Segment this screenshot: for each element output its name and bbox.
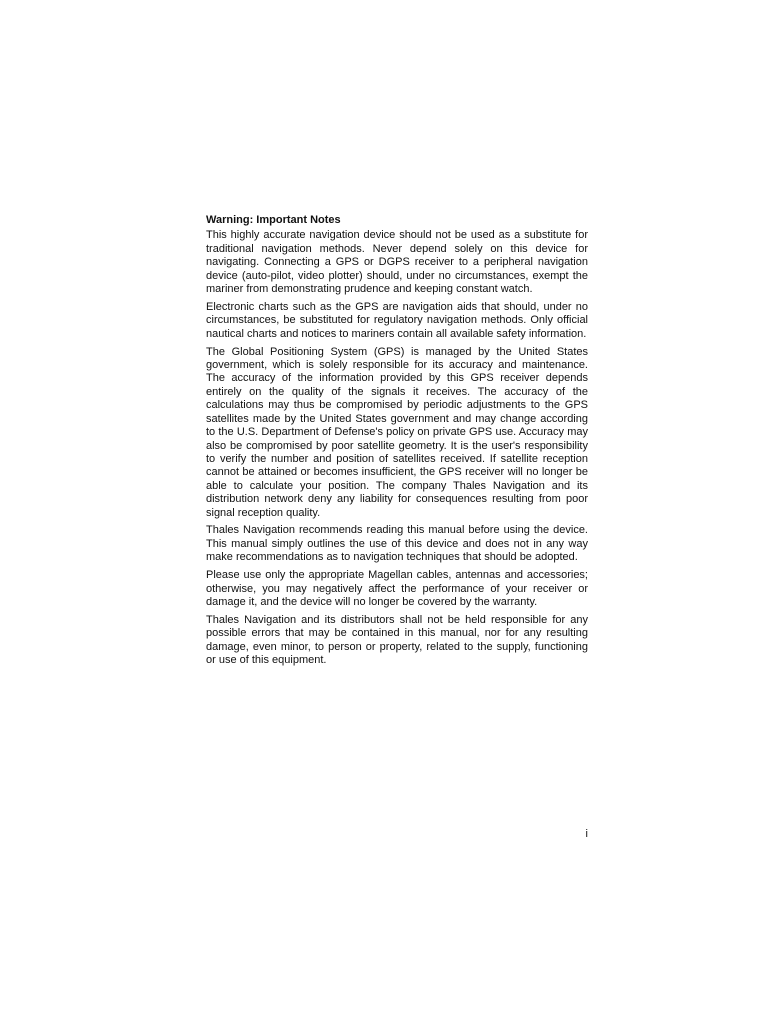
- page-number: i: [585, 828, 588, 840]
- paragraph-electronic-charts: Electronic charts such as the GPS are navigation aids that should, under no circumstances, be substituted for regulatory navigation methods. Only official nautical charts and notices to mariners contain all available safety information.: [206, 300, 588, 340]
- paragraph-read-manual: Thales Navigation recommends reading this manual before using the device. This manual simply outlines the use of this device and does not in any way make recommendations as to navigation techniques that should be adopted.: [206, 524, 588, 564]
- section-heading: Warning: Important Notes: [206, 214, 341, 226]
- warning-section: [206, 214, 588, 672]
- paragraph-liability: Thales Navigation and its distributors shall not be held responsible for any possible errors that may be contained in this manual, nor for any resulting damage, even minor, to person or property, related to the supply, functioning or use of this equipment.: [206, 613, 588, 667]
- paragraph-accessories: Please use only the appropriate Magellan cables, antennas and accessories; otherwise, you may negatively affect the performance of your receiver or damage it, and the device will no longer be covered by the warranty.: [206, 569, 588, 608]
- paragraph-gps-accuracy: The Global Positioning System (GPS) is managed by the United States government, which is solely responsible for its accuracy and maintenance. The accuracy of the information provided by this GPS receiver depends entirely on the quality of the signals it receives. The accuracy of the calculations may thus be compromised by periodic adjustments to the GPS satellites made by the United States government and may change according to the U.S. Department of Defense's policy on private GPS use. Accuracy may also be compromised by poor satellite geometry. It is the user's responsibility to verify the number and position of satellites received. If satellite reception cannot be attained or becomes insufficient, the GPS receiver will no longer be able to calculate your position. The company Thales Navigation and its distribution network deny any liability for consequences resulting from poor signal reception quality.: [206, 345, 588, 519]
- paragraph-substitute-warning: This highly accurate navigation device should not be used as a substitute for traditional navigation methods. Never depend solely on this device for navigating. Connecting a GPS or DGPS receiver to a peripheral navigation device (auto-pilot, video plotter) should, under no circumstances, exempt the mariner from demonstrating prudence and keeping constant watch.: [206, 229, 588, 296]
